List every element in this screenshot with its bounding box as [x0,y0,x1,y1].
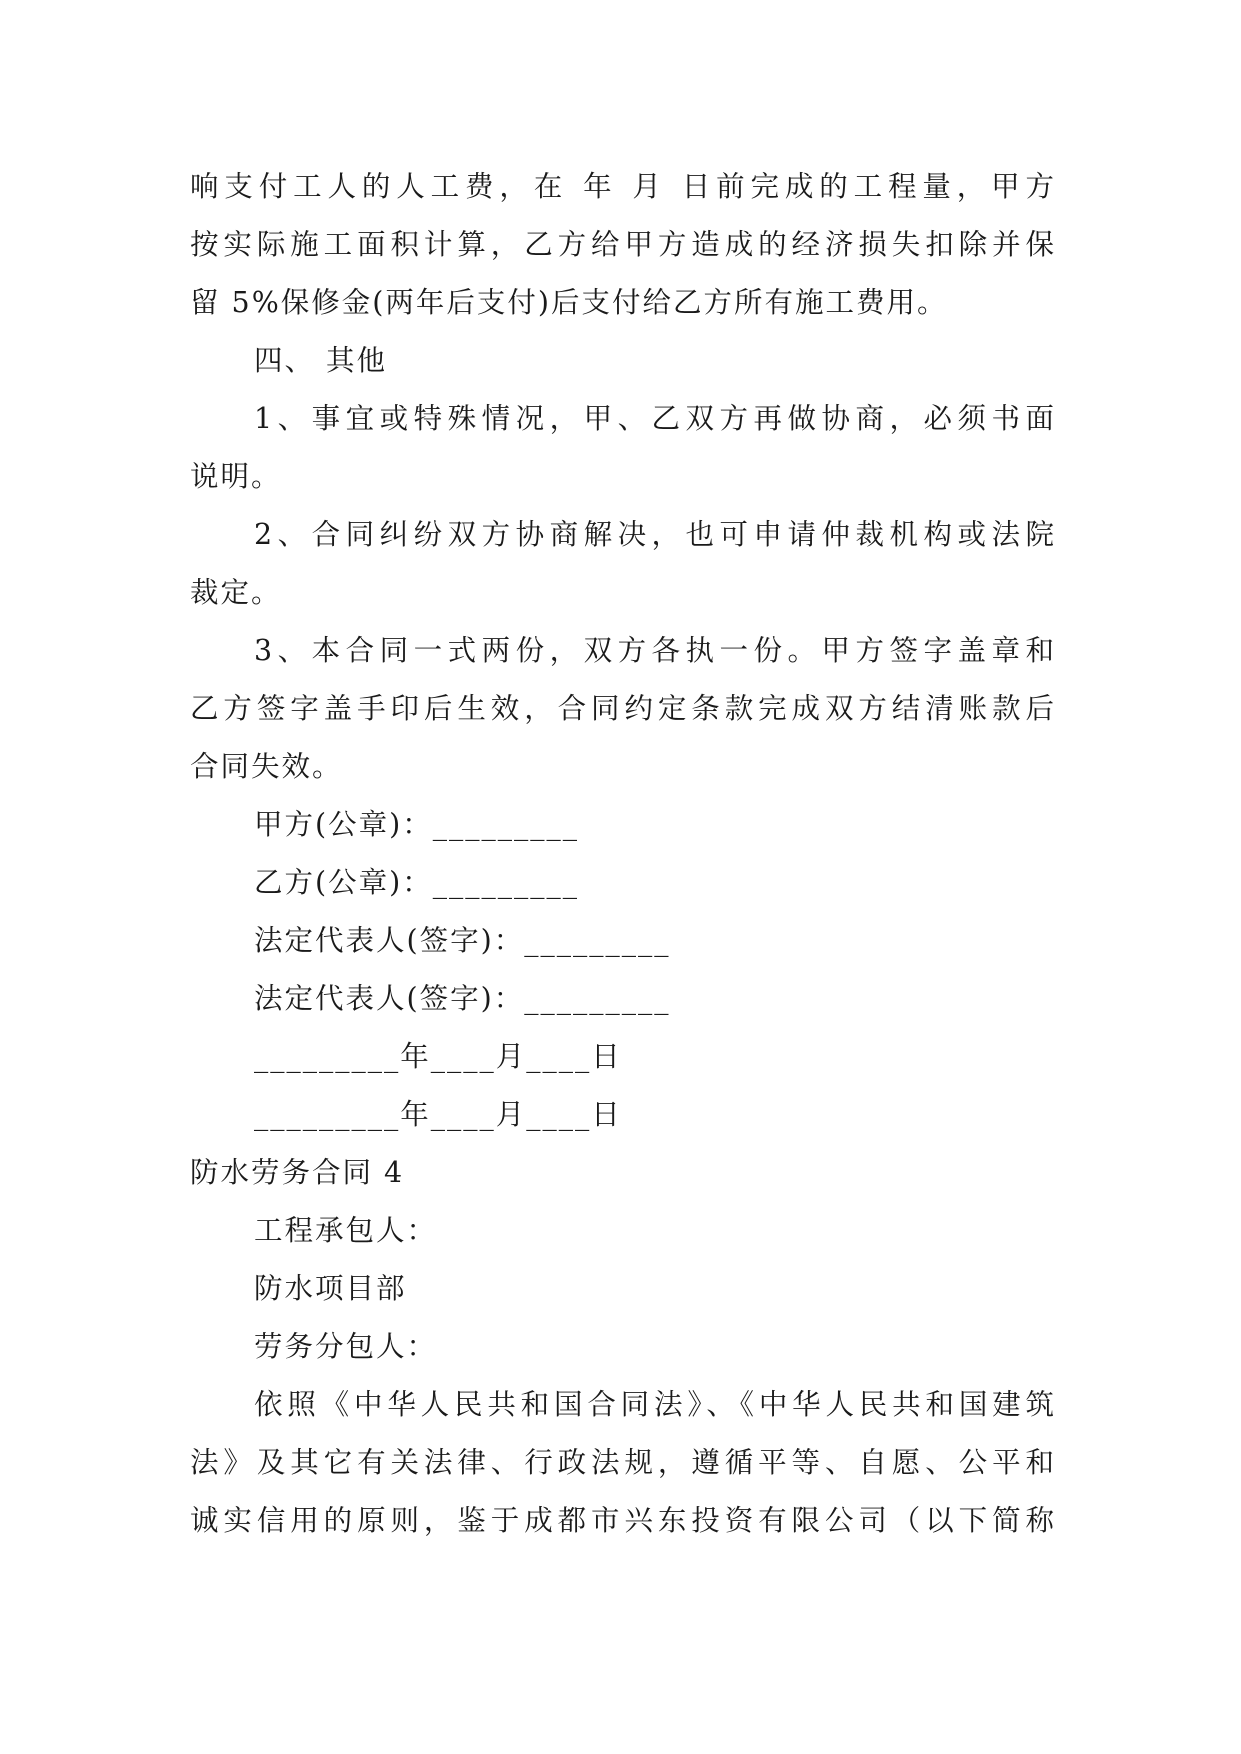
clause-3-line: 3、本合同一式两份，双方各执一份。甲方签字盖章和 [254,634,1056,667]
clause-2-line: 裁定。 [190,576,282,609]
paragraph-line: 响支付工人的人工费，在 年 月 日前完成的工程量，甲方 [190,170,1056,203]
signature-legal-rep-2: 法定代表人(签字)：_________ [254,982,671,1015]
signature-date-1: _________年____月____日 [254,1040,622,1073]
contract-4-title: 防水劳务合同 4 [190,1156,405,1189]
signature-date-2: _________年____月____日 [254,1098,622,1131]
clause-2-line: 2、合同纠纷双方协商解决，也可申请仲裁机构或法院 [254,518,1056,551]
paragraph-line: 留 5%保修金(两年后支付)后支付给乙方所有施工费用。 [190,286,948,319]
clause-1-line: 1、事宜或特殊情况，甲、乙双方再做协商，必须书面 [254,402,1056,435]
intro-line: 法》及其它有关法律、行政法规，遵循平等、自愿、公平和 [190,1446,1056,1479]
contractor-label: 工程承包人： [254,1214,438,1247]
paragraph-line: 按实际施工面积计算，乙方给甲方造成的经济损失扣除并保 [190,228,1056,261]
clause-3-line: 乙方签字盖手印后生效，合同约定条款完成双方结清账款后 [190,692,1056,725]
signature-party-a: 甲方(公章)：_________ [254,808,579,841]
document-body [190,158,1056,1550]
section-heading-other: 四、 其他 [254,344,388,377]
subcontractor-label: 劳务分包人： [254,1330,438,1363]
intro-line: 依照《中华人民共和国合同法》、《中华人民共和国建筑 [254,1388,1056,1421]
clause-3-line: 合同失效。 [190,750,343,783]
clause-1-line: 说明。 [190,460,282,493]
department-label: 防水项目部 [254,1272,407,1305]
intro-line: 诚实信用的原则，鉴于成都市兴东投资有限公司（以下简称 [190,1504,1056,1537]
signature-party-b: 乙方(公章)：_________ [254,866,579,899]
signature-legal-rep-1: 法定代表人(签字)：_________ [254,924,671,957]
